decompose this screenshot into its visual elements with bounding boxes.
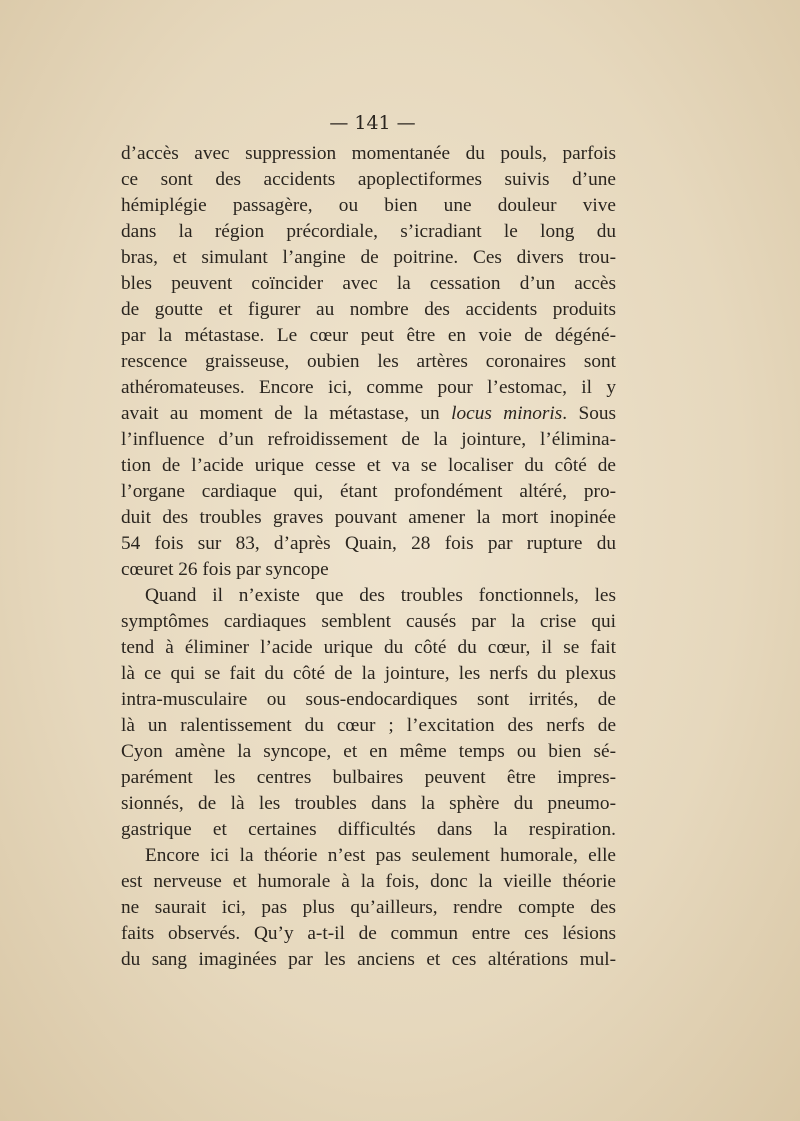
text-line: rescence graisseuse, oubien les artères coronaires sont — [121, 351, 616, 372]
text-line: du sang imaginées par les anciens et ces altérations mul- — [121, 949, 616, 970]
page-number: — 141 — — [329, 112, 416, 134]
text-line: l’influence d’un refroidissement de la jointure, l’élimina- — [121, 429, 616, 450]
text-line: symptômes cardiaques semblent causés par la crise qui — [121, 611, 616, 632]
text-line: de goutte et figurer au nombre des accidents produits — [121, 299, 616, 320]
text-line: intra-musculaire ou sous-endocardiques sont irrités, de — [121, 689, 616, 710]
text-line: Cyon amène la syncope, et en même temps ou bien sé- — [121, 741, 616, 762]
text-line: duit des troubles graves pouvant amener la mort inopinée — [121, 507, 616, 528]
text-segment: avait au moment de la métastase, un — [121, 403, 452, 424]
text-line: par la métastase. Le cœur peut être en voie de dégéné- — [121, 325, 616, 346]
text-line: tend à éliminer l’acide urique du côté du cœur, il se fait — [121, 637, 616, 658]
text-line: tion de l’acide urique cesse et va se localiser du côté de — [121, 455, 616, 476]
text-line: est nerveuse et humorale à la fois, donc la vieille théorie — [121, 871, 616, 892]
text-line: d’accès avec suppression momentanée du pouls, parfois — [121, 143, 616, 164]
text-line: gastrique et certaines difficultés dans la respiration. — [121, 819, 616, 840]
text-line: l’organe cardiaque qui, étant profondément altéré, pro- — [121, 481, 616, 502]
body-text — [121, 141, 616, 973]
text-line: dans la région précordiale, s’icradiant le long du — [121, 221, 616, 242]
text-line: athéromateuses. Encore ici, comme pour l’estomac, il y — [121, 377, 616, 398]
text-line: faits observés. Qu’y a-t-il de commun entre ces lésions — [121, 923, 616, 944]
text-line: Quand il n’existe que des troubles fonctionnels, les — [145, 585, 616, 606]
italic-term: locus minoris — [451, 403, 563, 424]
text-line: ce sont des accidents apoplectiformes suivis d’une — [121, 169, 616, 190]
text-line: Encore ici la théorie n’est pas seulement humorale, elle — [145, 845, 616, 866]
text-line: sionnés, de là les troubles dans la sphère du pneumo- — [121, 793, 616, 814]
text-line: bles peuvent coïncider avec la cessation d’un accès — [121, 273, 616, 294]
text-line: bras, et simulant l’angine de poitrine. Ces divers trou- — [121, 247, 616, 268]
text-segment: . Sous — [562, 403, 616, 424]
text-line: cœuret 26 fois par syncope — [121, 559, 329, 580]
text-line: parément les centres bulbaires peuvent être impres- — [121, 767, 616, 788]
text-line — [121, 401, 616, 427]
text-line: 54 fois sur 83, d’après Quain, 28 fois par rupture du — [121, 533, 616, 554]
text-line: là ce qui se fait du côté de la jointure, les nerfs du plexus — [121, 663, 616, 684]
text-line: ne saurait ici, pas plus qu’ailleurs, rendre compte des — [121, 897, 616, 918]
text-line: hémiplégie passagère, ou bien une douleur vive — [121, 195, 616, 216]
text-line: là un ralentissement du cœur ; l’excitation des nerfs de — [121, 715, 616, 736]
